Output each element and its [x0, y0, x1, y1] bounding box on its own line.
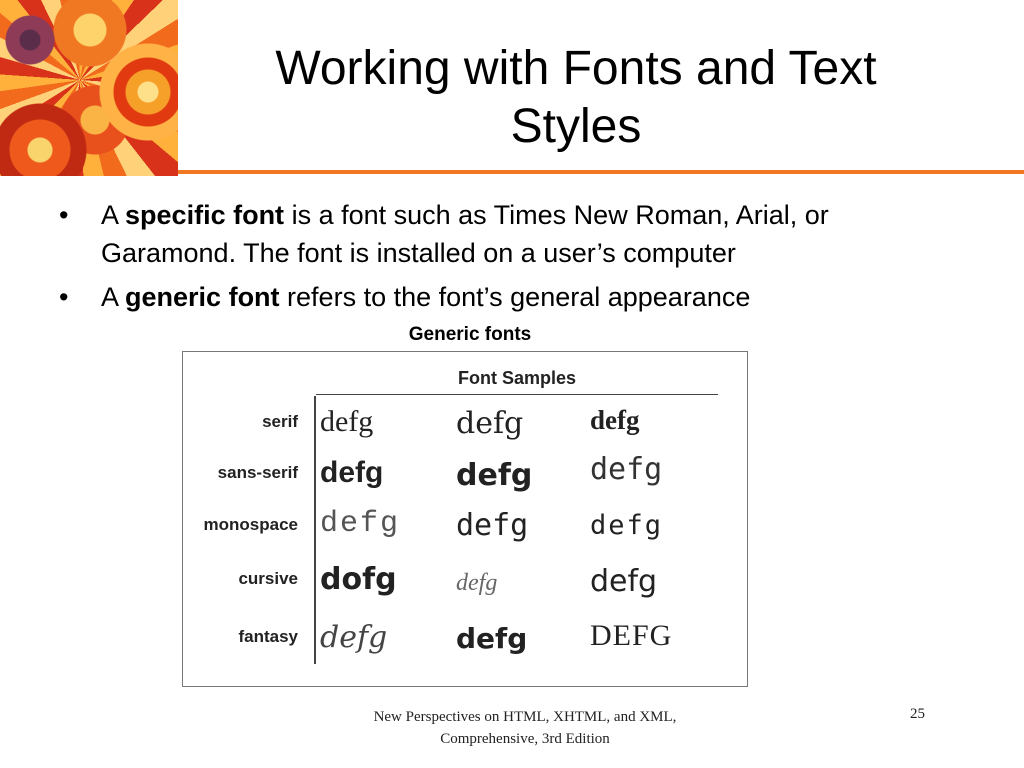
- row-label-sans-serif: sans-serif: [217, 463, 298, 482]
- row-label-monospace: monospace: [203, 515, 298, 534]
- bullet-prefix: A: [101, 282, 126, 312]
- footer-book-title: [340, 706, 710, 750]
- row-label-cursive: cursive: [238, 569, 298, 588]
- bullet-term-generic-font: generic font: [125, 282, 280, 312]
- bullet-list: [55, 196, 985, 322]
- sample-monospace-3: defg: [590, 510, 664, 541]
- sample-fantasy-2: defg: [456, 622, 528, 655]
- bullet-glyph: •: [59, 282, 69, 312]
- sample-sans-serif-3: defg: [590, 452, 663, 487]
- bullet-text: is a font such as Times New Roman, Arial, or: [284, 200, 829, 230]
- sample-cursive-2: defg: [456, 570, 498, 596]
- decorative-kaleidoscope-image: [0, 0, 178, 176]
- sample-monospace-1: defg: [320, 507, 401, 541]
- sample-cursive-1: dofg: [320, 562, 397, 597]
- sample-serif-2: defg: [456, 406, 524, 441]
- table-divider-line: [314, 396, 316, 664]
- sample-sans-serif-1: defg: [320, 456, 384, 489]
- bullet-text-continued: Garamond. The font is installed on a user’s computer: [101, 238, 736, 268]
- slide-title: [176, 40, 976, 156]
- slide-number: 25: [910, 706, 925, 722]
- sample-serif-1: defg: [320, 405, 374, 438]
- figure-caption: Generic fonts: [408, 324, 532, 345]
- sample-serif-3: defg: [590, 405, 640, 435]
- row-label-serif: serif: [262, 412, 298, 431]
- slide-title-line-2: Styles: [510, 100, 642, 153]
- font-samples-header: Font Samples: [316, 368, 718, 395]
- footer-line-2: Comprehensive, 3rd Edition: [440, 731, 610, 747]
- bullet-glyph: •: [59, 200, 69, 230]
- sample-monospace-2: defg: [456, 508, 529, 543]
- bullet-item-specific-font: [55, 196, 985, 272]
- row-label-fantasy: fantasy: [238, 627, 298, 646]
- footer-line-1: New Perspectives on HTML, XHTML, and XML,: [373, 709, 677, 725]
- bullet-item-generic-font: [55, 278, 985, 316]
- bullet-prefix: A: [101, 200, 126, 230]
- title-underline-rule: [178, 170, 1024, 174]
- slide-title-line-1: Working with Fonts and Text: [275, 42, 877, 95]
- sample-fantasy-1: defg: [320, 620, 388, 655]
- sample-fantasy-3: DEFG: [590, 619, 673, 652]
- sample-sans-serif-2: defg: [456, 458, 533, 493]
- bullet-term-specific-font: specific font: [125, 200, 285, 230]
- sample-cursive-3: defg: [590, 564, 658, 599]
- bullet-text: refers to the font’s general appearance: [279, 282, 751, 312]
